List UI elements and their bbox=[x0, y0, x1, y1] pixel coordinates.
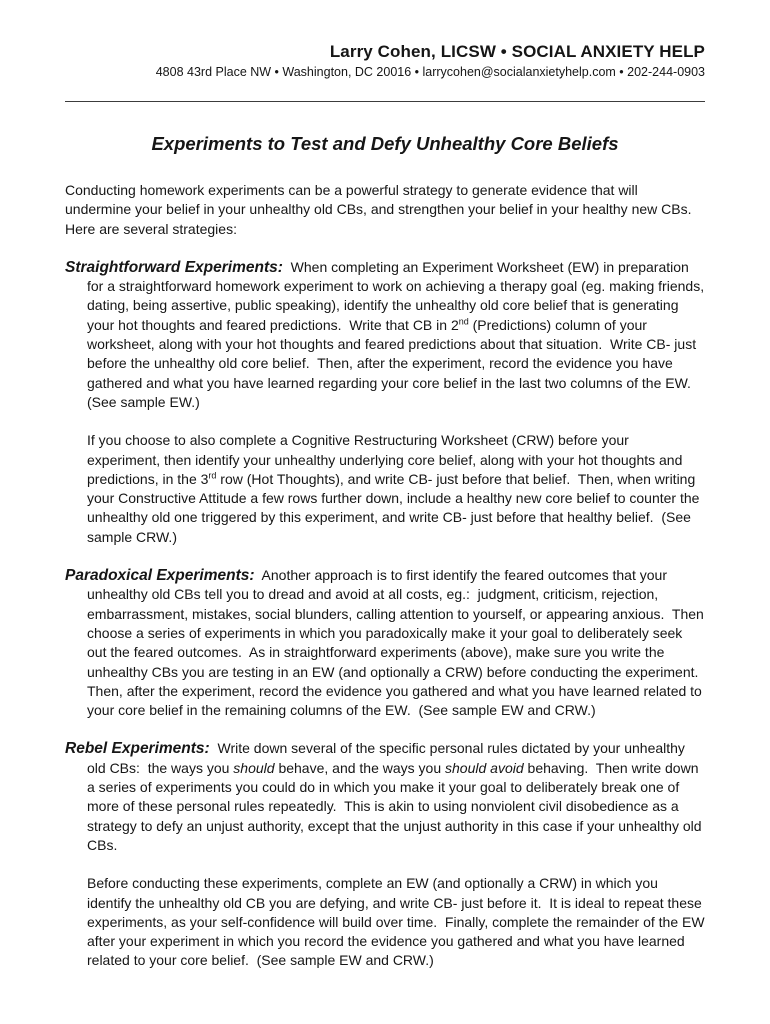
letterhead-name: Larry Cohen, LICSW • SOCIAL ANXIETY HELP bbox=[329, 42, 705, 61]
section-lead-paragraph bbox=[65, 566, 708, 720]
section-paradoxical bbox=[65, 566, 708, 720]
section-heading-paradoxical: Paradoxical Experiments: bbox=[65, 567, 255, 585]
section-paragraph: Before conducting these experiments, complete an EW (and optionally a CRW) in which you identify the unhealthy old CB you are defying, and write CB- just before it. It is ideal to repeat these experiments, as your self-confidence will build over time. Finally, complete the remainder of the EW after your experiment in which you record the evidence you gathered and what you have learned related to your core belief. (See sample EW and CRW.) bbox=[87, 875, 709, 969]
section-straightforward bbox=[65, 258, 708, 547]
letterhead bbox=[65, 42, 705, 102]
intro-paragraph: Conducting homework experiments can be a powerful strategy to generate evidence that will undermine your belief in your unhealthy old CBs, and strengthen your belief in your healthy new CBs. Here are several strategies: bbox=[65, 182, 700, 237]
letterhead-address: 4808 43rd Place NW • Washington, DC 20016 • larrycohen@socialanxietyhelp.com • 202-244-0903 bbox=[155, 65, 705, 79]
horizontal-rule bbox=[65, 101, 705, 102]
paragraph-text: When completing an Experiment Worksheet (EW) in preparation for a straightforward homework experiment to work on achieving a therapy goal (eg. making friends, dating, being assertive, public speaking), identify the unhealthy old core belief that is generating your hot thoughts and feared predictions. Write that CB in 2nd (Predictions) column of your worksheet, along with your hot thoughts and feared predictions about that situation. Write CB- just before the unhealthy old core belief. Then, after the experiment, record the evidence you have gathered and what you have learned regarding your core belief in the last two columns of the EW. (See sample EW.) bbox=[87, 258, 708, 410]
paragraph-text: Write down several of the specific personal rules dictated by your unhealthy old CBs: the ways you should behave, and the ways you should avoid behaving. Then write down a series of experiments you could do in which you make it your goal to deliberately break one of more of these personal rules repeatedly. This is akin to using nonviolent civil disobedience as a strategy to defy an unjust authority, except that the unjust authority in this case if your unhealthy old CBs. bbox=[87, 740, 706, 853]
section-rebel bbox=[65, 739, 709, 970]
section-heading-rebel: Rebel Experiments: bbox=[65, 740, 210, 758]
document-title: Experiments to Test and Defy Unhealthy Core Beliefs bbox=[151, 133, 619, 154]
section-lead-paragraph bbox=[65, 258, 708, 412]
section-paragraph: If you choose to also complete a Cognitive Restructuring Worksheet (CRW) before your experiment, then identify your unhealthy underlying core belief, along with your hot thoughts and predictions, in the 3rd row (Hot Thoughts), and write CB- just before that belief. Then, when writing your Constructive Attitude a few rows further down, include a healthy new core belief to counter the unhealthy old one triggered by this experiment, and write CB- just before that healthy belief. (See sample CRW.) bbox=[87, 432, 704, 545]
paragraph-text: Another approach is to first identify the feared outcomes that your unhealthy old CBs tell you to dread and avoid at all costs, eg.: judgment, criticism, rejection, embarrassment, mistakes, social blunders, calling attention to yourself, or appearing anxious. Then choose a series of experiments in which you paradoxically make it your goal to deliberately seek out the feared outcomes. As in straightforward experiments (above), make sure you write the unhealthy CBs you are testing in an EW (and optionally a CRW) before conducting the experiment. Then, after the experiment, record the evidence you gathered and what you have learned related to your core belief in the remaining columns of the EW. (See sample EW and CRW.) bbox=[87, 567, 708, 719]
section-heading-straightforward: Straightforward Experiments: bbox=[65, 258, 283, 276]
section-lead-paragraph bbox=[65, 739, 705, 855]
